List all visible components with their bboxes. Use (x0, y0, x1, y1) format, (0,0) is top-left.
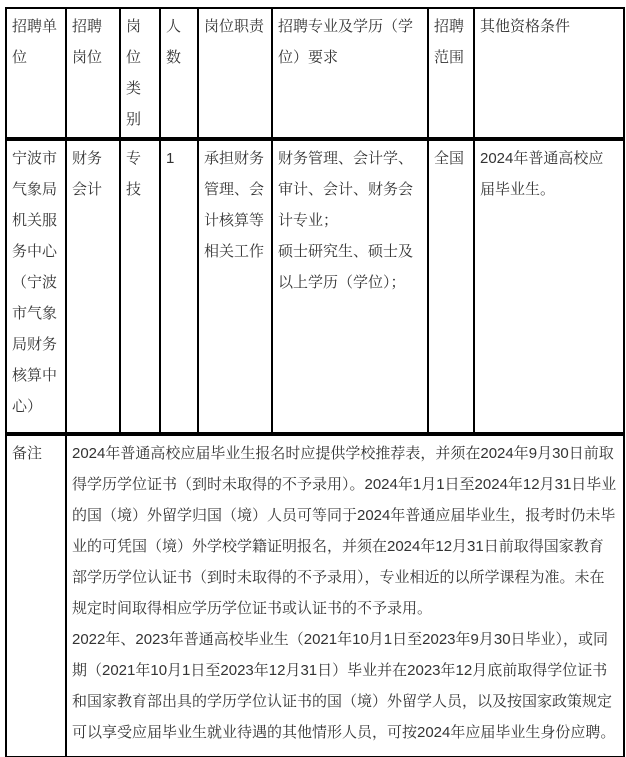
requirement-degree: 硕士研究生、硕士及以上学历（学位）； (278, 243, 414, 291)
header-headcount: 人数 (160, 8, 198, 139)
remarks-paragraph-1: 2024年普通高校应届毕业生报名时应提供学校推荐表，并须在2024年9月30日前取得学历学位证书（到时未取得的不予录用）。2024年1月1日至2024年12月31日毕业的国（境）外留学归国（境）人员可等同于2024年普通应届毕业生，报考时仍未毕业的可凭国（境）外学校学籍证明报名，并须在2024年12月31日前取得国家教育部学历学位认证书（到时未取得的不予录用），专业相近的以所学课程为准。未在规定时间取得相应学历学位证书或认证书的不予录用。 (72, 445, 617, 617)
header-duties: 岗位职责 (198, 8, 272, 139)
cell-recruitment-scope: 全国 (428, 139, 474, 434)
header-position-category: 岗位类别 (120, 8, 160, 139)
cell-major-degree-requirements (272, 139, 428, 434)
table-row (6, 139, 624, 434)
header-major-degree-requirements: 招聘专业及学历（学位）要求 (272, 8, 428, 139)
header-position: 招聘岗位 (66, 8, 120, 139)
table-header-row (6, 8, 624, 139)
remarks-paragraph-2: 2022年、2023年普通高校毕业生（2021年10月1日至2023年9月30日毕业），或同期（2021年10月1日至2023年12月31日）毕业并在2023年12月底前取得学位证书和国家教育部出具的学历学位认证书的国（境）外留学人员，以及按国家政策规定可以享受应届毕业生就业待遇的其他情形人员，可按2024年应届毕业生身份应聘。 (72, 631, 616, 741)
cell-position-category: 专技 (120, 139, 160, 434)
cell-duties: 承担财务管理、会计核算等相关工作 (198, 139, 272, 434)
remarks-content (66, 434, 624, 757)
cell-headcount: 1 (160, 139, 198, 434)
remarks-row (6, 434, 624, 757)
cell-position: 财务会计 (66, 139, 120, 434)
header-recruitment-scope: 招聘范围 (428, 8, 474, 139)
remarks-label: 备注 (6, 434, 66, 757)
requirement-majors: 财务管理、会计学、审计、会计、财务会计专业； (278, 150, 414, 229)
cell-recruiting-unit: 宁波市气象局机关服务中心（宁波市气象局财务核算中心） (6, 139, 66, 434)
header-recruiting-unit: 招聘单位 (6, 8, 66, 139)
recruitment-table (5, 7, 625, 757)
header-other-qualifications: 其他资格条件 (474, 8, 624, 139)
cell-other-qualifications: 2024年普通高校应届毕业生。 (474, 139, 624, 434)
